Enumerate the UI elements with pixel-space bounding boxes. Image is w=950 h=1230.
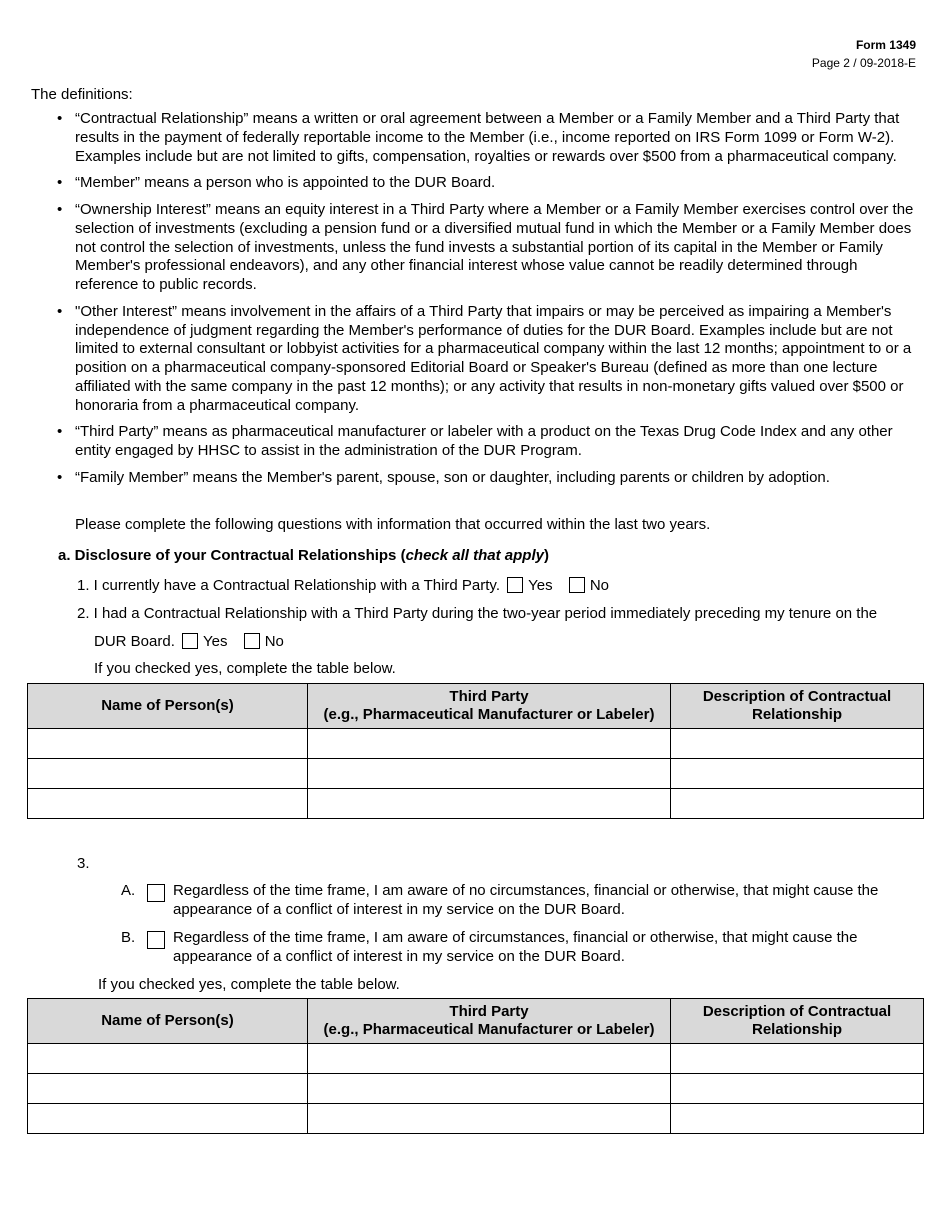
table-row	[28, 789, 924, 819]
table-header-row	[28, 999, 924, 1044]
q1-no-checkbox[interactable]	[569, 577, 585, 593]
table-cell[interactable]	[308, 729, 671, 759]
table-header-row	[28, 684, 924, 729]
table-cell[interactable]	[28, 1074, 308, 1104]
table-cell[interactable]	[28, 1104, 308, 1134]
q2-no-label: No	[264, 633, 284, 650]
table-row	[28, 1074, 924, 1104]
q2-yes-checkbox[interactable]	[182, 633, 198, 649]
form-number: Form 1349	[855, 38, 916, 52]
instruction-text: Please complete the following questions with information that occurred within the last two years.	[75, 516, 711, 533]
table-note-a: If you checked yes, complete the table below.	[94, 660, 396, 677]
page-info: Page 2 / 09-2018-E	[811, 56, 916, 70]
q1-yes-checkbox[interactable]	[507, 577, 523, 593]
question-2-line2	[94, 633, 284, 650]
contractual-relationships-table-2	[27, 998, 924, 1134]
table-cell[interactable]	[671, 789, 924, 819]
q2-no-checkbox[interactable]	[244, 633, 260, 649]
option-a-checkbox[interactable]	[147, 884, 165, 902]
table-cell[interactable]	[671, 759, 924, 789]
table-cell[interactable]	[28, 729, 308, 759]
question-3-number: 3.	[77, 855, 90, 872]
option-b-checkbox[interactable]	[147, 931, 165, 949]
section-a-heading: a. Disclosure of your Contractual Relationships (check all that apply)	[58, 547, 549, 564]
table-cell[interactable]	[308, 1104, 671, 1134]
table-row	[28, 1044, 924, 1074]
option-b-text: Regardless of the time frame, I am aware of circumstances, financial or otherwise, that might cause the appearance of a conflict of interest in my service on the DUR Board.	[173, 929, 858, 965]
col-name-of-persons: Name of Person(s)	[28, 684, 308, 729]
q2-yes-label: Yes	[203, 633, 228, 650]
option-a-letter: A.	[121, 882, 136, 899]
option-b-letter: B.	[121, 929, 136, 946]
table-cell[interactable]	[671, 1044, 924, 1074]
definition-member: • “Member” means a person who is appointed to the DUR Board.	[57, 174, 919, 193]
table-note-3: If you checked yes, complete the table below.	[98, 976, 400, 993]
table-cell[interactable]	[28, 789, 308, 819]
col-description: Description of Contractual Relationship	[671, 684, 924, 729]
col-third-party: Third Party (e.g., Pharmaceutical Manufacturer or Labeler)	[308, 999, 671, 1044]
table-cell[interactable]	[671, 1104, 924, 1134]
table-cell[interactable]	[308, 759, 671, 789]
question-2-text: DUR Board.	[94, 633, 175, 650]
question-1-text: 1. I currently have a Contractual Relationship with a Third Party.	[77, 577, 500, 594]
option-a-text: Regardless of the time frame, I am aware of no circumstances, financial or otherwise, that might cause the appearance of a conflict of interest in my service on the DUR Board.	[173, 882, 879, 918]
table-cell[interactable]	[308, 789, 671, 819]
definition-third-party: • “Third Party” means as pharmaceutical manufacturer or labeler with a product on the Texas Drug Code Index and any other entity engaged by HHSC to assist in the administration of the DUR Program.	[57, 423, 919, 461]
question-2-line1: 2. I had a Contractual Relationship with a Third Party during the two-year period immediately preceding my tenure on the	[77, 605, 878, 622]
table-row	[28, 729, 924, 759]
question-1	[77, 577, 609, 594]
col-name-of-persons: Name of Person(s)	[28, 999, 308, 1044]
definitions-list	[57, 110, 919, 496]
table-row	[28, 1104, 924, 1134]
table-row	[28, 759, 924, 789]
table-cell[interactable]	[308, 1074, 671, 1104]
table-cell[interactable]	[671, 1074, 924, 1104]
table-cell[interactable]	[28, 759, 308, 789]
q1-yes-label: Yes	[528, 577, 553, 594]
table-cell[interactable]	[28, 1044, 308, 1074]
question-3-option-a	[121, 882, 911, 920]
col-description: Description of Contractual Relationship	[671, 999, 924, 1044]
q1-no-label: No	[589, 577, 609, 594]
definition-contractual-relationship: • “Contractual Relationship” means a written or oral agreement between a Member or a Family Member and a Third Party that results in the payment of federally reportable income to the Member (i.e., income reported on IRS Form 1099 or Form W-2). Examples include but are not limited to gifts, compensation, royalties or rewards over $500 from a pharmaceutical company.	[57, 110, 919, 166]
definition-family-member: • “Family Member” means the Member's parent, spouse, son or daughter, including parents or children by adoption.	[57, 469, 919, 488]
definition-other-interest: • "Other Interest” means involvement in the affairs of a Third Party that impairs or may be perceived as impairing a Member's independence of judgment regarding the Member's performance of duties for the DUR Board. Examples include but are not limited to external consultant or lobbyist activities for a pharmaceutical company within the last 12 months; appointment to or a position on a pharmaceutical company-sponsored Editorial Board or Speaker's Bureau (defined as more than one lecture affiliated with the same company in the past 12 months); or any activity that results in non-monetary gifts valued over $500 or honoraria from a pharmaceutical company.	[57, 303, 919, 416]
definition-ownership-interest: • “Ownership Interest” means an equity interest in a Third Party where a Member or a Family Member exercises control over the selection of investments (excluding a pension fund or a diversified mutual fund in which the Member or a Family Member does not control the selection of investments, unless the fund invests a substantial portion of its capital in the Member or Family Member's professional endeavors), and any other financial interest whose value cannot be readily determined through reference to public records.	[57, 201, 919, 295]
table-cell[interactable]	[308, 1044, 671, 1074]
col-third-party: Third Party (e.g., Pharmaceutical Manufacturer or Labeler)	[308, 684, 671, 729]
definitions-intro: The definitions:	[31, 86, 133, 103]
question-3-option-b	[121, 929, 911, 967]
contractual-relationships-table-1	[27, 683, 924, 819]
table-cell[interactable]	[671, 729, 924, 759]
